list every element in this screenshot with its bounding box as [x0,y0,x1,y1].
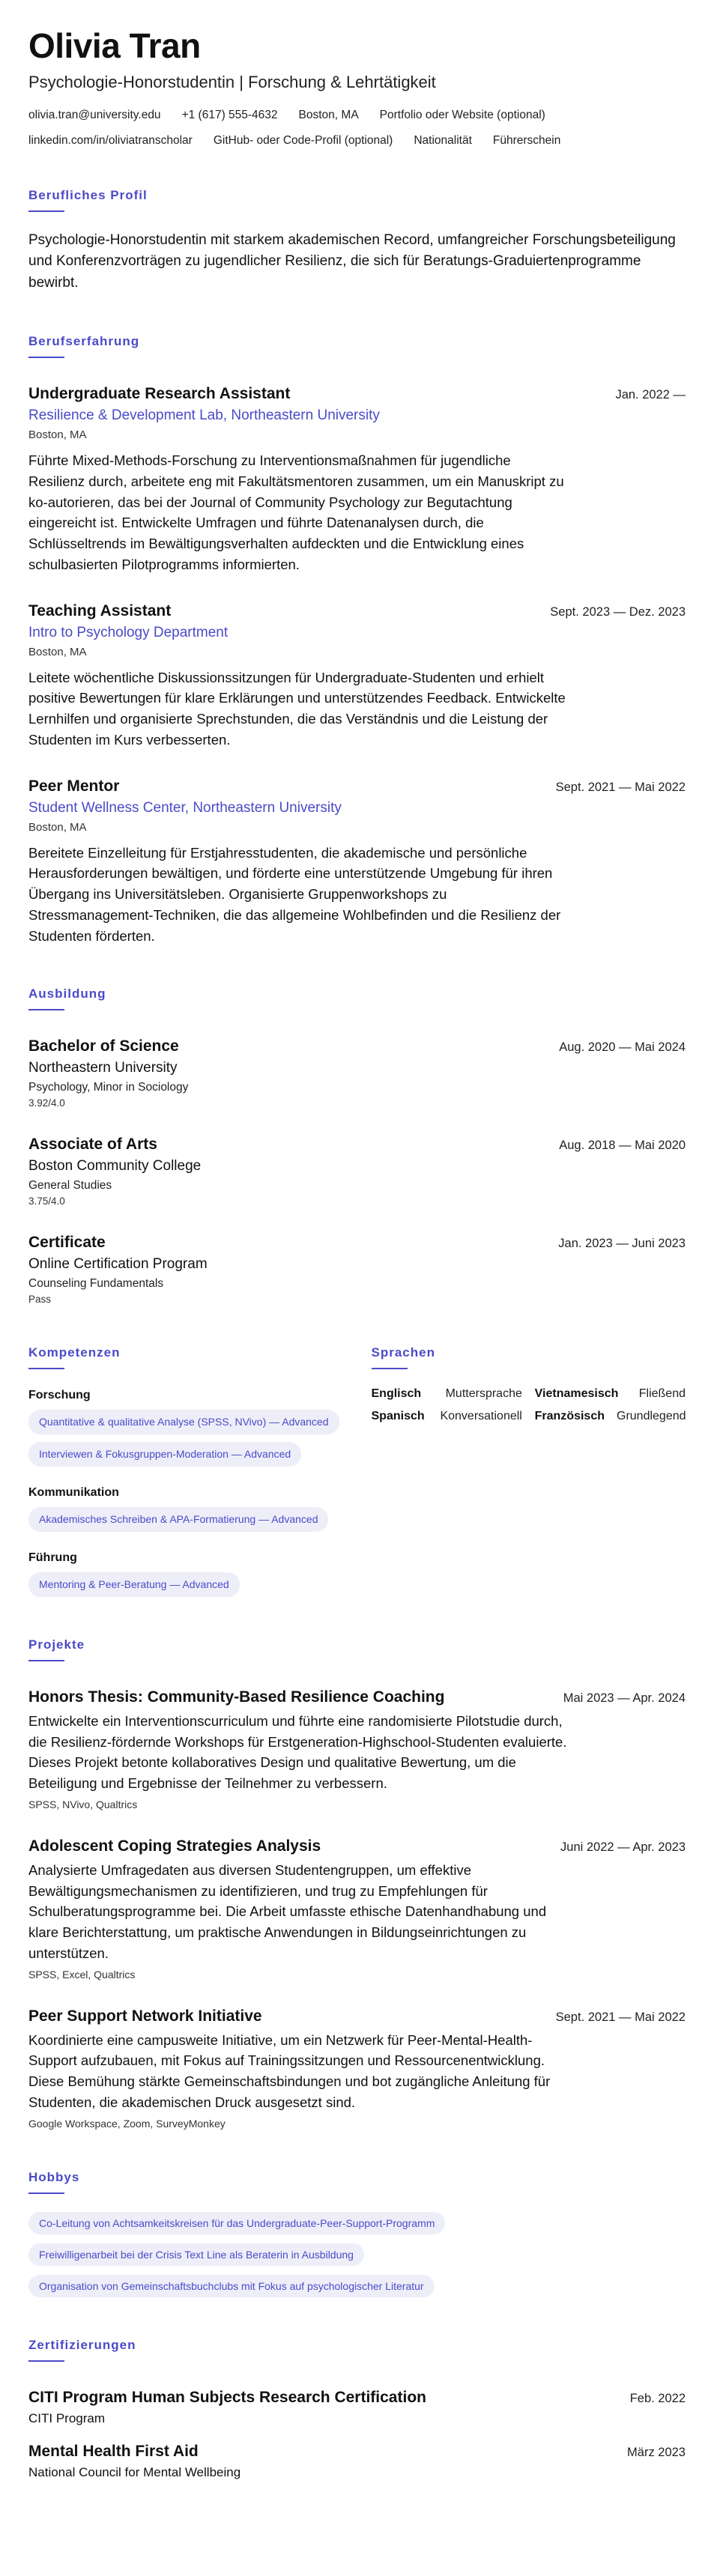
contact-portfolio[interactable]: Portfolio oder Website (optional) [379,108,545,121]
project-item [28,2007,686,2130]
language-name: Englisch [371,1387,422,1401]
skills-languages-row [28,1345,686,1597]
contact-email[interactable]: olivia.tran@university.edu [28,108,161,121]
experience-item [28,385,686,575]
languages-section [372,1345,686,1597]
education-date: Aug. 2018 — Mai 2020 [559,1139,686,1153]
degree-title: Certificate [28,1234,106,1252]
education-score: 3.75/4.0 [28,1195,65,1207]
contact-phone[interactable]: +1 (617) 555-4632 [181,108,278,121]
skill-chip: Quantitative & qualitative Analyse (SPSS, NVivo) — Advanced [28,1410,339,1434]
job-title: Peer Mentor [28,777,120,795]
section-divider [372,1368,408,1369]
languages-table [372,1387,686,1423]
education-institution: Northeastern University [28,1060,178,1076]
project-date: Juni 2022 — Apr. 2023 [560,1840,686,1854]
project-item [28,1688,686,1810]
section-divider [28,1660,64,1661]
language-level: Konversationell [440,1410,522,1423]
degree-title: Associate of Arts [28,1136,157,1154]
job-description: Führte Mixed-Methods-Forschung zu Interventionsmaßnahmen für jugendliche Resilienz durch, arbeitete eng mit Fakultätsmentoren zusammen, um ein Manuskript zu ko-autorieren, das bei der Journal of Community Psychology zur Begutachtung eingereicht ist. Entwickelte Umfragen und führte Datenanalysen durch, die Schlüsseltrends im Bewältigungsverhalten aufdeckten und die Entwicklung eines schulbasierten Pilotprogramms informierten. [28,452,564,572]
language-item [535,1387,686,1401]
section-title: Zertifizierungen [28,2337,136,2352]
education-section [28,987,686,1305]
skill-chip: Akademisches Schreiben & APA-Formatierung — Advanced [28,1507,328,1532]
hobbies-section [28,2170,686,2297]
project-name: Honors Thesis: Community-Based Resilience Coaching [28,1688,445,1706]
project-name: Adolescent Coping Strategies Analysis [28,1837,321,1855]
education-score: 3.92/4.0 [28,1097,65,1109]
profile-summary: Psychologie-Honorstudentin mit starkem akademischen Record, umfangreicher Forschungsbeteiligung und Konferenzvorträgen zu jugendlicher Resilienz, die sich für Beratungs-Graduiertenprogramme bewirbt. [28,231,676,291]
section-divider [28,1368,64,1369]
job-title: Teaching Assistant [28,601,172,619]
education-field: Psychology, Minor in Sociology [28,1081,189,1094]
skill-group-name: Forschung [28,1389,91,1402]
language-level: Muttersprache [445,1387,522,1401]
project-description: Entwickelte ein Interventionscurriculum und führte eine randomisierte Pilotstudie durch, die Resilienz-fördernde Workshops für Erstgeneration-Highschool-Studenten evaluierte. Dieses Projekt betonte kollaboratives Design und qualitative Bewertung, um die Beteiligung und Ergebnisse der Teilnehmer zu verbessern. [28,1712,567,1792]
education-date: Jan. 2023 — Juni 2023 [558,1237,686,1251]
job-date: Sept. 2023 — Dez. 2023 [550,604,686,619]
profile-section [28,188,686,294]
project-date: Sept. 2021 — Mai 2022 [555,2010,686,2024]
language-name: Vietnamesisch [534,1387,619,1401]
job-location: Boston, MA [28,428,87,442]
contact-row-2 [28,134,686,148]
language-item [535,1410,686,1423]
skill-group-name: Führung [28,1551,77,1565]
resume-header [28,27,686,148]
experience-item [28,778,686,947]
section-divider [28,1009,64,1010]
experience-section [28,334,686,946]
certification-name: Mental Health First Aid [28,2442,199,2460]
education-date: Aug. 2020 — Mai 2024 [559,1040,686,1055]
section-title: Kompetenzen [28,1345,121,1360]
language-level: Grundlegend [617,1410,686,1423]
degree-title: Bachelor of Science [28,1037,179,1055]
education-institution: Online Certification Program [28,1256,208,1273]
candidate-headline: Psychologie-Honorstudentin | Forschung & Lehrtätigkeit [28,72,436,91]
section-title: Hobbys [28,2169,80,2184]
education-item [28,1136,686,1207]
education-field: Counseling Fundamentals [28,1277,164,1291]
skill-group-name: Kommunikation [28,1486,119,1500]
section-title: Berufserfahrung [28,334,140,349]
language-item [372,1410,522,1423]
project-tools: SPSS, NVivo, Qualtrics [28,1798,138,1810]
project-name: Peer Support Network Initiative [28,2007,262,2025]
candidate-name: Olivia Tran [28,26,201,65]
language-row [372,1387,686,1401]
certification-item [28,2389,686,2426]
certification-name: CITI Program Human Subjects Research Certification [28,2388,426,2406]
education-institution: Boston Community College [28,1158,202,1175]
projects-section [28,1637,686,2130]
skill-group [28,1486,343,1532]
education-item [28,1037,686,1109]
job-date: Sept. 2021 — Mai 2022 [555,780,686,794]
education-field: General Studies [28,1179,112,1192]
project-item [28,1837,686,1981]
job-organization: Resilience & Development Lab, Northeastern University [28,407,380,424]
education-score: Pass [28,1294,52,1306]
section-divider [28,357,64,358]
section-divider [28,210,64,212]
contact-location: Boston, MA [298,108,359,121]
language-item [372,1387,522,1401]
job-location: Boston, MA [28,820,87,834]
job-organization: Student Wellness Center, Northeastern University [28,799,342,816]
skill-chip: Mentoring & Peer-Beratung — Advanced [28,1572,240,1597]
education-item [28,1234,686,1305]
contact-row-1 [28,109,686,122]
contact-nationality: Nationalität [414,133,472,147]
skill-chip: Interviewen & Fokusgruppen-Moderation — Advanced [28,1442,301,1467]
project-date: Mai 2023 — Apr. 2024 [563,1691,686,1705]
contact-license: Führerschein [492,133,561,147]
hobby-chip: Co-Leitung von Achtsamkeitskreisen für das Undergraduate-Peer-Support-Programm [28,2212,445,2234]
skills-section [28,1345,343,1597]
skill-group [28,1389,343,1467]
job-title: Undergraduate Research Assistant [28,385,291,403]
section-title: Berufliches Profil [28,187,148,202]
project-tools: SPSS, Excel, Qualtrics [28,1968,136,1981]
job-date: Jan. 2022 — [615,388,686,402]
experience-item [28,602,686,751]
section-title: Ausbildung [28,987,106,1001]
certification-date: Feb. 2022 [629,2391,686,2405]
section-divider [28,2192,64,2194]
hobby-chip: Freiwilligenarbeit bei der Crisis Text Line als Beraterin in Ausbildung [28,2243,364,2266]
certification-issuer: CITI Program [28,2410,106,2425]
language-row [372,1410,686,1423]
language-name: Spanisch [371,1410,425,1423]
contact-linkedin[interactable]: linkedin.com/in/oliviatranscholar [28,133,193,147]
contact-github[interactable]: GitHub- oder Code-Profil (optional) [213,133,393,147]
section-title: Projekte [28,1637,85,1652]
job-organization: Intro to Psychology Department [28,624,229,640]
certifications-section [28,2338,686,2480]
language-level: Fließend [638,1387,686,1401]
certification-item [28,2443,686,2480]
job-location: Boston, MA [28,645,87,658]
certification-date: März 2023 [627,2445,686,2459]
section-divider [28,2360,64,2362]
skill-group [28,1551,343,1597]
certification-issuer: National Council for Mental Wellbeing [28,2464,241,2479]
project-description: Koordinierte eine campusweite Initiative, um ein Netzwerk für Peer-Mental-Health-Support aufzubauen, mit Fokus auf Trainingssitzungen und Ressourcenentwicklung. Diese Bemühung stärkte Gemeinschaftsbindungen und bot zugängliche Anleitung für Studenten, die akademischen Druck ausgesetzt sind. [28,2031,551,2110]
job-description: Leitete wöchentliche Diskussionssitzungen für Undergraduate-Studenten und erhielt positive Bewertungen für klare Erklärungen und unterstützendes Feedback. Entwickelte Lernhilfen und organisierte Sprechstunden, die das Verständnis und die Leistung der Studenten im Kurs verbesserten. [28,669,566,748]
hobby-chip: Organisation von Gemeinschaftsbuchclubs mit Fokus auf psychologischer Literatur [28,2275,435,2297]
job-description: Bereitete Einzelleitung für Erstjahresstudenten, die akademische und persönliche Herausforderungen bewältigen, und förderte eine unterstützende Umgebung für ihren Übergang ins Universitätsleben. Organisierte Gruppenworkshops zu Stressmanagement-Techniken, die das allgemeine Wohlbefinden und die Resilienz der Studenten förderten. [28,844,561,944]
language-name: Französisch [534,1410,605,1423]
section-title: Sprachen [371,1345,435,1360]
project-tools: Google Workspace, Zoom, SurveyMonkey [28,2117,226,2130]
project-description: Analysierte Umfragedaten aus diversen Studentengruppen, um effektive Bewältigungsmechanismen zu identifizieren, und trug zu Empfehlungen für Schulberatungsprogramme bei. Die Arbeit umfasste ethische Datenhandhabung und klare Berichterstattung, um praktische Anwendungen in Bildungseinrichtungen zu unterstützen. [28,1861,547,1961]
